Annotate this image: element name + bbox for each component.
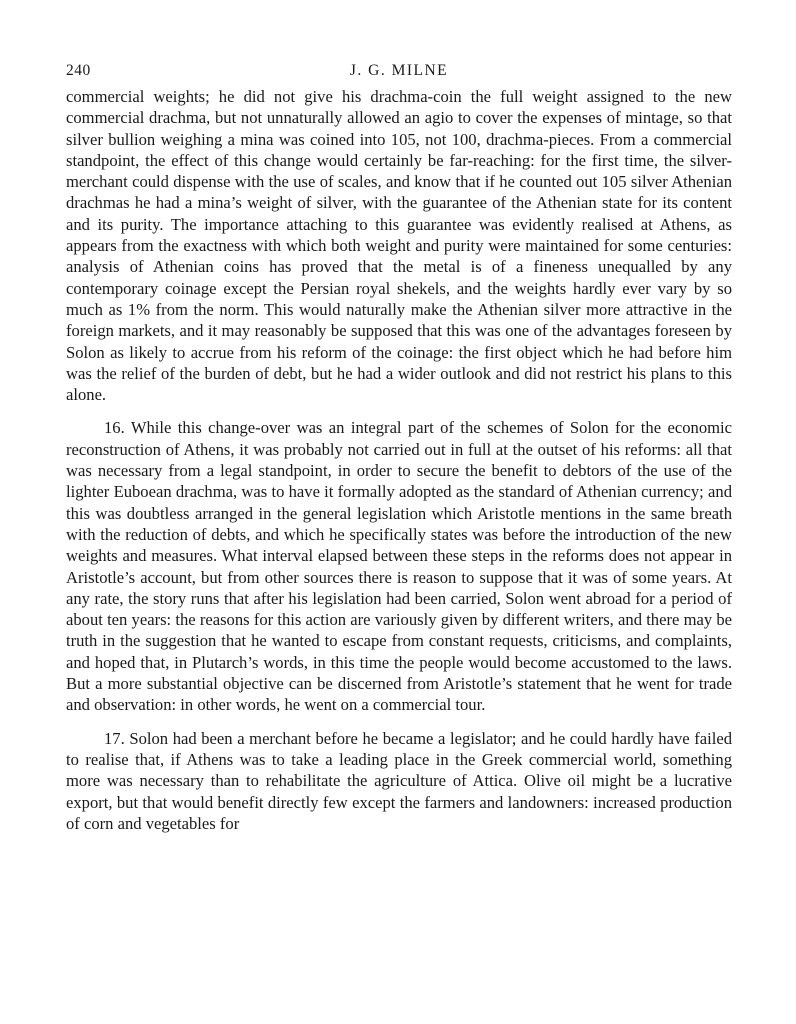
- paragraph-16: 16. While this change-over was an integral part of the schemes of Solon for the economic reconstruction of Athens, it was probably not carried out in full at the outset of his reforms: all that was necessary from a legal standpoint, in order to secure the benefit to debtors of the use of the lighter Euboean drachma, was to have it formally adopted as the standard of Athenian currency; and this was doubtless arranged in the general legislation which Aristotle mentions in the same breath with the reduction of debts, and which he specifically states was before the introduction of the new weights and measures. What interval elapsed between these steps in the reforms does not appear in Aristotle’s account, but from other sources there is reason to suppose that it was of some years. At any rate, the story runs that after his legislation had been carried, Solon went abroad for a period of about ten years: the reasons for this action are variously given by different writers, and there may be truth in the suggestion that he wanted to escape from constant requests, criticisms, and complaints, and hoped that, in Plutarch’s words, in this time the people would become accustomed to the laws. But a more substantial objective can be discerned from Aristotle’s statement that he went for trade and observation: in other words, he went on a commercial tour.: [66, 418, 732, 715]
- running-title: J. G. MILNE: [349, 62, 449, 79]
- running-head: [66, 62, 732, 86]
- book-page: [66, 62, 732, 834]
- paragraph-continued: commercial weights; he did not give his drachma-coin the full weight assigned to the new commercial drachma, but not unnaturally allowed an agio to cover the expenses of mintage, so that silver bullion weighing a mina was coined into 105, not 100, drachma-pieces. From a commercial standpoint, the effect of this change would certainly be far-reaching: for the first time, the silver-merchant could dispense with the use of scales, and know that if he counted out 105 silver Athenian drachmas he had a mina’s weight of silver, with the guarantee of the Athenian state for its content and its purity. The importance attaching to this guarantee was evidently realised at Athens, as appears from the exactness with which both weight and purity were maintained for some centuries: analysis of Athenian coins has proved that the metal is of a fineness unequalled by any contemporary coinage except the Persian royal shekels, and the weights hardly ever vary by so much as 1% from the norm. This would naturally make the Athenian silver more attractive in the foreign markets, and it may reasonably be supposed that this was one of the advantages foreseen by Solon as likely to accrue from his reform of the coinage: the first object which he had before him was the relief of the burden of debt, but he had a wider outlook and did not restrict his plans to this alone.: [66, 87, 732, 405]
- page-number: 240: [66, 62, 91, 79]
- paragraph-17: 17. Solon had been a merchant before he became a legislator; and he could hardly have failed to realise that, if Athens was to take a leading place in the Greek commercial world, something more was necessary than to rehabilitate the agriculture of Attica. Olive oil might be a lucrative export, but that would benefit directly few except the farmers and landowners: increased production of corn and vegetables for: [66, 728, 732, 833]
